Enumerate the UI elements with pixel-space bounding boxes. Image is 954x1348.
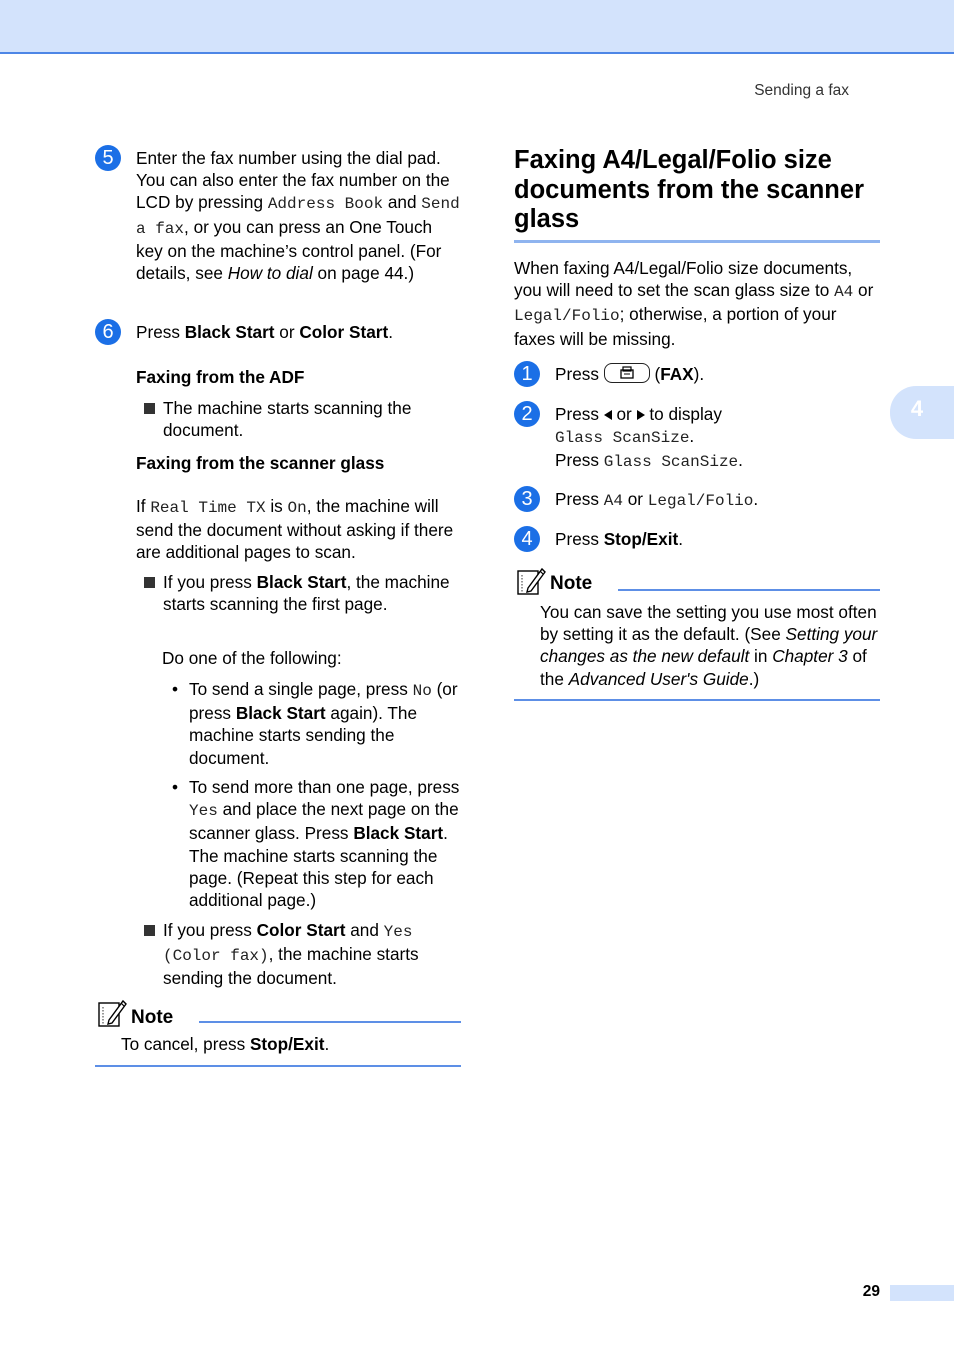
note-top-rule (618, 589, 880, 591)
note-text: You can save the setting you use most often by setting it as the default. (See Setting your changes as the new default in Chapter 3 of the Advanced User's Guide.) (540, 602, 878, 689)
step-5-text: Enter the fax number using the dial pad. You can also enter the fax number on the LCD by pressing Address Book and Send a fax, or you can press an One Touch key on the machine’s control panel. (For details, see How to dial on page 44.) (136, 148, 460, 284)
step-1-text: Press (FAX). (555, 364, 705, 384)
do-one-following: Do one of the following: (162, 648, 342, 668)
step-6 (95, 319, 461, 343)
color-start-list-item: If you press Color Start and Yes (Color fax), the machine starts sending the document. (144, 919, 461, 990)
adf-heading: Faxing from the ADF (136, 367, 305, 387)
step-number-6: 6 (95, 319, 121, 345)
page-number-band (890, 1285, 954, 1301)
bullet-multiple-pages: • To send more than one page, press Yes and place the next page on the scanner glass. Press Black Start. The machine starts scanning the page. (Repeat this step for each additional page.) (172, 777, 460, 911)
adf-list-item: The machine starts scanning the document. (144, 397, 461, 441)
note-pencil-icon (516, 566, 546, 596)
note-bottom-rule (514, 699, 880, 701)
step-number-5: 5 (95, 145, 121, 171)
glass-heading: Faxing from the scanner glass (136, 453, 385, 473)
chapter-tab (890, 386, 954, 439)
step-3-text: Press A4 or Legal/Folio. (555, 489, 759, 510)
note-pencil-icon (97, 998, 127, 1028)
step-number-2: 2 (514, 401, 540, 427)
step-1 (514, 361, 880, 385)
running-header: Sending a fax (754, 82, 849, 99)
step-number-1: 1 (514, 361, 540, 387)
step-3 (514, 486, 880, 512)
step-4 (514, 526, 880, 550)
step-5 (95, 145, 461, 284)
left-note (95, 998, 461, 1068)
title-rule (514, 240, 880, 243)
step-2 (514, 401, 880, 474)
bullet-dot: • (172, 777, 179, 797)
step-6-text: Press Black Start or Color Start. (136, 322, 393, 342)
black-start-list-item: If you press Black Start, the machine starts scanning the first page. (144, 571, 461, 615)
note-bottom-rule (95, 1065, 461, 1067)
chapter-number: 4 (910, 396, 924, 421)
step-number-4: 4 (514, 526, 540, 552)
note-text: To cancel, press Stop/Exit. (121, 1034, 330, 1054)
note-label: Note (131, 1007, 174, 1028)
right-note (514, 566, 880, 704)
top-header-band (0, 0, 954, 54)
note-label: Note (550, 573, 593, 594)
bullet-single-page: • To send a single page, press No (or press Black Start again). The machine starts sending the document. (172, 679, 458, 768)
glass-paragraph: If Real Time TX is On, the machine will send the document without asking if there are additional pages to scan. (136, 496, 454, 563)
intro-paragraph: When faxing A4/Legal/Folio size documents, you will need to set the scan glass size to A4 or Legal/Folio; otherwise, a portion of your faxes will be missing. (514, 258, 874, 349)
fax-button-icon (604, 363, 650, 383)
step-number-3: 3 (514, 486, 540, 512)
step-4-text: Press Stop/Exit. (555, 529, 683, 549)
bullet-dot: • (172, 679, 179, 699)
square-bullet-icon (144, 577, 155, 588)
square-bullet-icon (144, 925, 155, 936)
step-2-text: Press or to display Glass ScanSize. Press Glass ScanSize. (555, 404, 743, 472)
right-arrow-icon (637, 410, 645, 420)
note-top-rule (199, 1021, 461, 1023)
left-arrow-icon (604, 410, 612, 420)
page-number: 29 (862, 1283, 880, 1300)
square-bullet-icon (144, 403, 155, 414)
section-title: Faxing A4/Legal/Folio size documents from the scanner glass (514, 146, 864, 233)
